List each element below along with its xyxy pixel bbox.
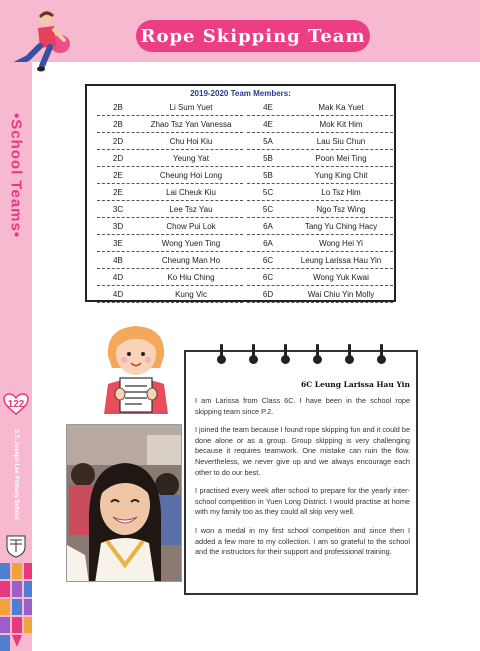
member-name: Zhao Tsz Yan Vanessa <box>150 119 232 129</box>
member-name: Yung King Chit <box>314 170 368 180</box>
member-name: Lai Cheuk Kiu <box>166 187 216 197</box>
member-row <box>97 252 243 269</box>
member-name: Kung Vic <box>175 289 207 299</box>
member-class: 2D <box>112 153 124 163</box>
member-name: Wong Yuk Kwai <box>313 272 369 282</box>
story-heading: 6C Leung Larissa Hau Yin <box>301 380 410 389</box>
member-row <box>247 184 393 201</box>
page-title: Rope Skipping Team <box>136 20 370 52</box>
member-name: Mok Kit Him <box>319 119 363 129</box>
members-column-right <box>247 99 393 303</box>
decorative-blocks <box>0 563 32 651</box>
member-class: 5B <box>263 170 273 180</box>
member-class: 6C <box>262 255 274 265</box>
member-name: Cheung Man Ho <box>161 255 221 265</box>
member-row <box>247 252 393 269</box>
member-class: 2B <box>113 119 123 129</box>
member-row <box>247 167 393 184</box>
member-name: Chow Pui Lok <box>166 221 216 231</box>
member-class: 6A <box>263 238 273 248</box>
story-paragraph: I won a medal in my first school competition and since then I added a few more to my collection. I am so grateful to the school and the instructors for their support and professional training. <box>195 525 410 557</box>
member-row <box>97 133 243 150</box>
member-row <box>97 99 243 116</box>
member-class: 4E <box>263 102 273 112</box>
member-name: Lee Tsz Yau <box>169 204 213 214</box>
page-number: 122 <box>7 398 25 410</box>
member-name: Mak Ka Yuet <box>318 102 364 112</box>
member-name: Ko Hiu Ching <box>167 272 215 282</box>
page-number-badge <box>3 393 29 415</box>
story-card <box>184 350 418 595</box>
member-class: 5C <box>262 204 274 214</box>
member-class: 5C <box>262 187 274 197</box>
story-paragraph: I joined the team because I found rope skipping fun and it could be done alone or as a group. Group skipping is very challenging because it requires teamwork. One mistake can ruin the flow. Nevertheless, we never give up and we always encourage each other to do our best. <box>195 425 411 477</box>
member-class: 2E <box>113 187 123 197</box>
member-row <box>97 201 243 218</box>
member-name: Li Sum Yuet <box>169 102 213 112</box>
member-name: Wong Yuen Ting <box>161 238 221 248</box>
member-name: Yeung Yat <box>173 153 209 163</box>
story-paragraph: I am Larissa from Class 6C. I have been in the school rope skipping team since P.2. <box>195 396 410 416</box>
member-class: 5B <box>263 153 273 163</box>
member-row <box>97 184 243 201</box>
member-row <box>247 133 393 150</box>
member-class: 4D <box>112 272 124 282</box>
member-row <box>97 286 243 303</box>
member-row <box>247 269 393 286</box>
member-row <box>97 235 243 252</box>
member-row <box>97 218 243 235</box>
member-name: Tang Yu Ching Hacy <box>304 221 378 231</box>
member-name: Ngo Tsz Wing <box>316 204 366 214</box>
member-name: Cheung Hoi Long <box>159 170 223 180</box>
member-row <box>247 218 393 235</box>
member-class: 3D <box>112 221 124 231</box>
member-row <box>97 116 243 133</box>
student-photo <box>66 424 182 582</box>
member-class: 4D <box>112 289 124 299</box>
binder-ring-icon <box>380 344 383 358</box>
member-class: 4B <box>113 255 123 265</box>
section-title: •School Teams• <box>7 113 25 239</box>
member-name: Lo Tsz Him <box>321 187 361 197</box>
members-title: 2019-2020 Team Members: <box>190 89 291 98</box>
member-class: 4E <box>263 119 273 129</box>
member-row <box>97 269 243 286</box>
binder-ring-icon <box>252 344 255 358</box>
member-row <box>247 116 393 133</box>
member-class: 3C <box>112 204 124 214</box>
binder-ring-icon <box>316 344 319 358</box>
member-row <box>247 150 393 167</box>
team-members-box <box>85 84 396 302</box>
member-name: Wong Hei Yi <box>319 238 363 248</box>
member-class: 2D <box>112 136 124 146</box>
member-name: Leung Larissa Hau Yin <box>300 255 382 265</box>
school-crest-icon <box>5 534 27 558</box>
member-name: Wai Chiu Yin Molly <box>307 289 375 299</box>
member-class: 6A <box>263 221 273 231</box>
member-class: 3E <box>113 238 123 248</box>
member-class: 5A <box>263 136 273 146</box>
members-column-left <box>97 99 243 303</box>
girl-reading-illustration <box>98 322 174 414</box>
member-name: Chu Hoi Kiu <box>169 136 213 146</box>
member-class: 6D <box>262 289 274 299</box>
member-name: Poon Mei Ting <box>315 153 367 163</box>
member-class: 6C <box>262 272 274 282</box>
binder-ring-icon <box>284 344 287 358</box>
student-photo-image <box>67 425 182 582</box>
school-name: S.T. Joseph Lee Primary School <box>13 428 19 520</box>
member-row <box>97 167 243 184</box>
member-row <box>247 201 393 218</box>
member-class: 2E <box>113 170 123 180</box>
member-name: Lau Siu Chun <box>316 136 366 146</box>
story-body <box>195 396 410 566</box>
binder-ring-icon <box>220 344 223 358</box>
member-row <box>247 286 393 303</box>
binder-ring-icon <box>348 344 351 358</box>
member-row <box>247 99 393 116</box>
story-paragraph: I practised every week after school to prepare for the yearly inter-school competition in Yuen Long District. I would practise at home with my family too as they could all skip very well. <box>195 486 410 517</box>
member-row <box>247 235 393 252</box>
member-row <box>97 150 243 167</box>
member-class: 2B <box>113 102 123 112</box>
